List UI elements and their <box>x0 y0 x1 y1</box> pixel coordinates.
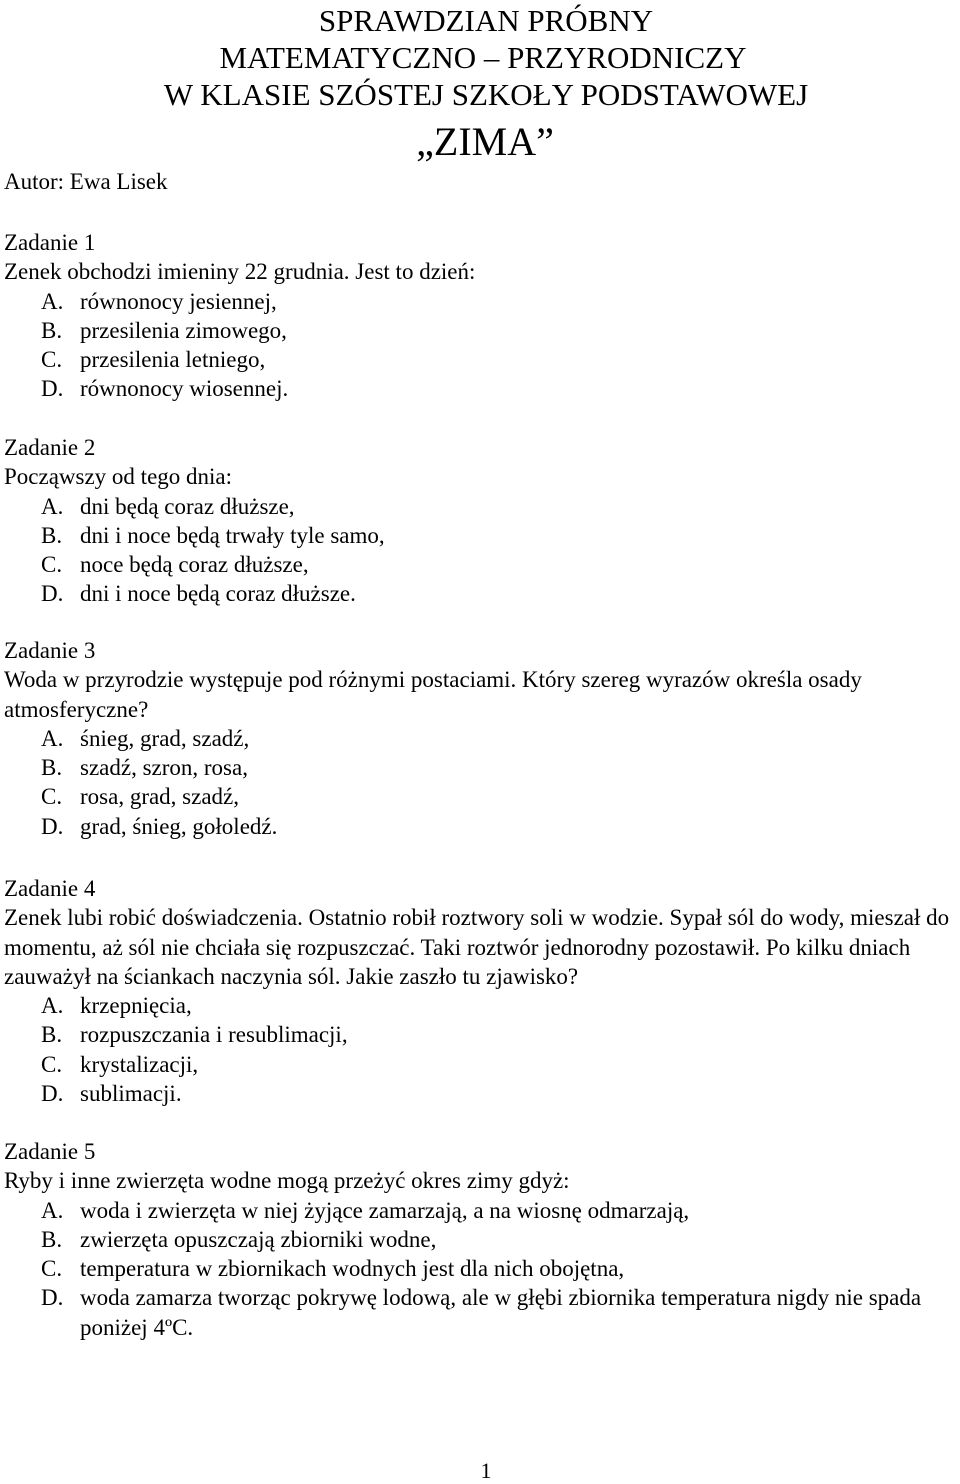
option-text: śnieg, grad, szadź, <box>80 725 250 751</box>
answer-option <box>4 550 956 579</box>
task-prompt: Zenek lubi robić doświadczenia. Ostatnio robił roztwory soli w wodzie. Sypał sól do wody, mieszał do momentu, aż sól nie chciała się rozpuszczać. Taki roztwór jednorodny pozostawił. Po kilku dniach zauważył na ściankach naczynia sól. Jakie zaszło tu zjawisko? <box>4 905 950 989</box>
answer-option <box>4 1050 956 1079</box>
answer-options <box>4 1196 956 1342</box>
option-text: szadź, szron, rosa, <box>80 755 248 781</box>
answer-options <box>4 724 956 841</box>
answer-option <box>4 1079 956 1108</box>
title-line: SPRAWDZIAN PRÓBNY <box>318 3 654 38</box>
option-letter: D. <box>41 1081 64 1107</box>
option-letter: D. <box>41 581 64 607</box>
option-letter: C. <box>41 347 63 373</box>
option-text: dni i noce będą coraz dłuższe. <box>80 581 356 607</box>
option-letter: C. <box>41 1256 63 1282</box>
answer-option <box>4 374 956 403</box>
task-4 <box>4 874 956 1108</box>
answer-option <box>4 724 956 753</box>
option-letter: A. <box>41 725 64 751</box>
task-heading: Zadanie 1 <box>4 230 96 255</box>
answer-option <box>4 316 956 345</box>
answer-option <box>4 492 956 521</box>
task-prompt: Zenek obchodzi imieniny 22 grudnia. Jest to dzień: <box>4 259 476 285</box>
answer-options <box>4 991 956 1108</box>
page-number: 1 <box>480 1458 492 1483</box>
option-letter: A. <box>41 493 64 519</box>
answer-option <box>4 1283 956 1342</box>
option-letter: B. <box>41 317 63 343</box>
answer-option <box>4 579 956 608</box>
title-line: W KLASIE SZÓSTEJ SZKOŁY PODSTAWOWEJ <box>163 77 809 112</box>
option-letter: D. <box>41 813 64 839</box>
answer-option <box>4 991 956 1020</box>
option-letter: C. <box>41 784 63 810</box>
task-prompt: Ryby i inne zwierzęta wodne mogą przeżyć okres zimy gdyż: <box>4 1168 570 1194</box>
option-text: przesilenia letniego, <box>80 347 266 373</box>
answer-options <box>4 287 956 404</box>
task-prompt: Począwszy od tego dnia: <box>4 464 233 490</box>
option-text: rosa, grad, szadź, <box>80 784 240 810</box>
answer-option <box>4 1020 956 1049</box>
answer-option <box>4 287 956 316</box>
option-letter: A. <box>41 288 64 314</box>
option-text: temperatura w zbiornikach wodnych jest dla nich obojętna, <box>80 1256 625 1282</box>
option-text: woda i zwierzęta w niej żyjące zamarzają, a na wiosnę odmarzają, <box>80 1197 690 1223</box>
task-heading: Zadanie 3 <box>4 638 96 663</box>
option-letter: B. <box>41 1226 63 1252</box>
option-text: przesilenia zimowego, <box>80 317 287 343</box>
task-heading: Zadanie 4 <box>4 876 96 901</box>
option-text: noce będą coraz dłuższe, <box>80 552 309 578</box>
task-3 <box>4 636 956 841</box>
option-text: zwierzęta opuszczają zbiorniki wodne, <box>80 1226 437 1252</box>
option-letter: A. <box>41 1197 64 1223</box>
option-text: równonocy wiosennej. <box>80 376 289 402</box>
answer-option <box>4 812 956 841</box>
option-letter: C. <box>41 552 63 578</box>
task-heading: Zadanie 2 <box>4 435 96 460</box>
option-text: dni i noce będą trwały tyle samo, <box>80 522 385 548</box>
option-letter: C. <box>41 1051 63 1077</box>
document-title <box>0 2 960 113</box>
answer-option <box>4 521 956 550</box>
option-text: sublimacji. <box>80 1081 182 1107</box>
task-2 <box>4 433 956 609</box>
task-prompt: Woda w przyrodzie występuje pod różnymi postaciami. Który szereg wyrazów określa osady atmosferyczne? <box>4 667 862 722</box>
option-text: rozpuszczania i resublimacji, <box>80 1022 348 1048</box>
option-letter: D. <box>41 376 64 402</box>
task-heading: Zadanie 5 <box>4 1139 96 1164</box>
document-subtitle: „ZIMA” <box>416 119 554 164</box>
answer-options <box>4 492 956 609</box>
task-5 <box>4 1137 956 1342</box>
option-letter: A. <box>41 993 64 1019</box>
option-text: równonocy jesiennej, <box>80 288 277 314</box>
answer-option <box>4 1225 956 1254</box>
title-line: MATEMATYCZNO – PRZYRODNICZY <box>219 40 747 75</box>
option-letter: B. <box>41 1022 63 1048</box>
option-letter: D. <box>41 1285 64 1311</box>
answer-option <box>4 782 956 811</box>
option-text: woda zamarza tworząc pokrywę lodową, ale w głębi zbiornika temperatura nigdy nie spada poniżej 4ºC. <box>80 1285 922 1340</box>
author-line: Autor: Ewa Lisek <box>4 169 168 194</box>
answer-option <box>4 1254 956 1283</box>
option-text: krzepnięcia, <box>80 993 192 1019</box>
answer-option <box>4 345 956 374</box>
option-letter: B. <box>41 755 63 781</box>
answer-option <box>4 753 956 782</box>
option-text: dni będą coraz dłuższe, <box>80 493 295 519</box>
option-letter: B. <box>41 522 63 548</box>
task-1 <box>4 228 956 404</box>
option-text: grad, śnieg, gołoledź. <box>80 813 278 839</box>
answer-option <box>4 1196 956 1225</box>
option-text: krystalizacji, <box>80 1051 199 1077</box>
